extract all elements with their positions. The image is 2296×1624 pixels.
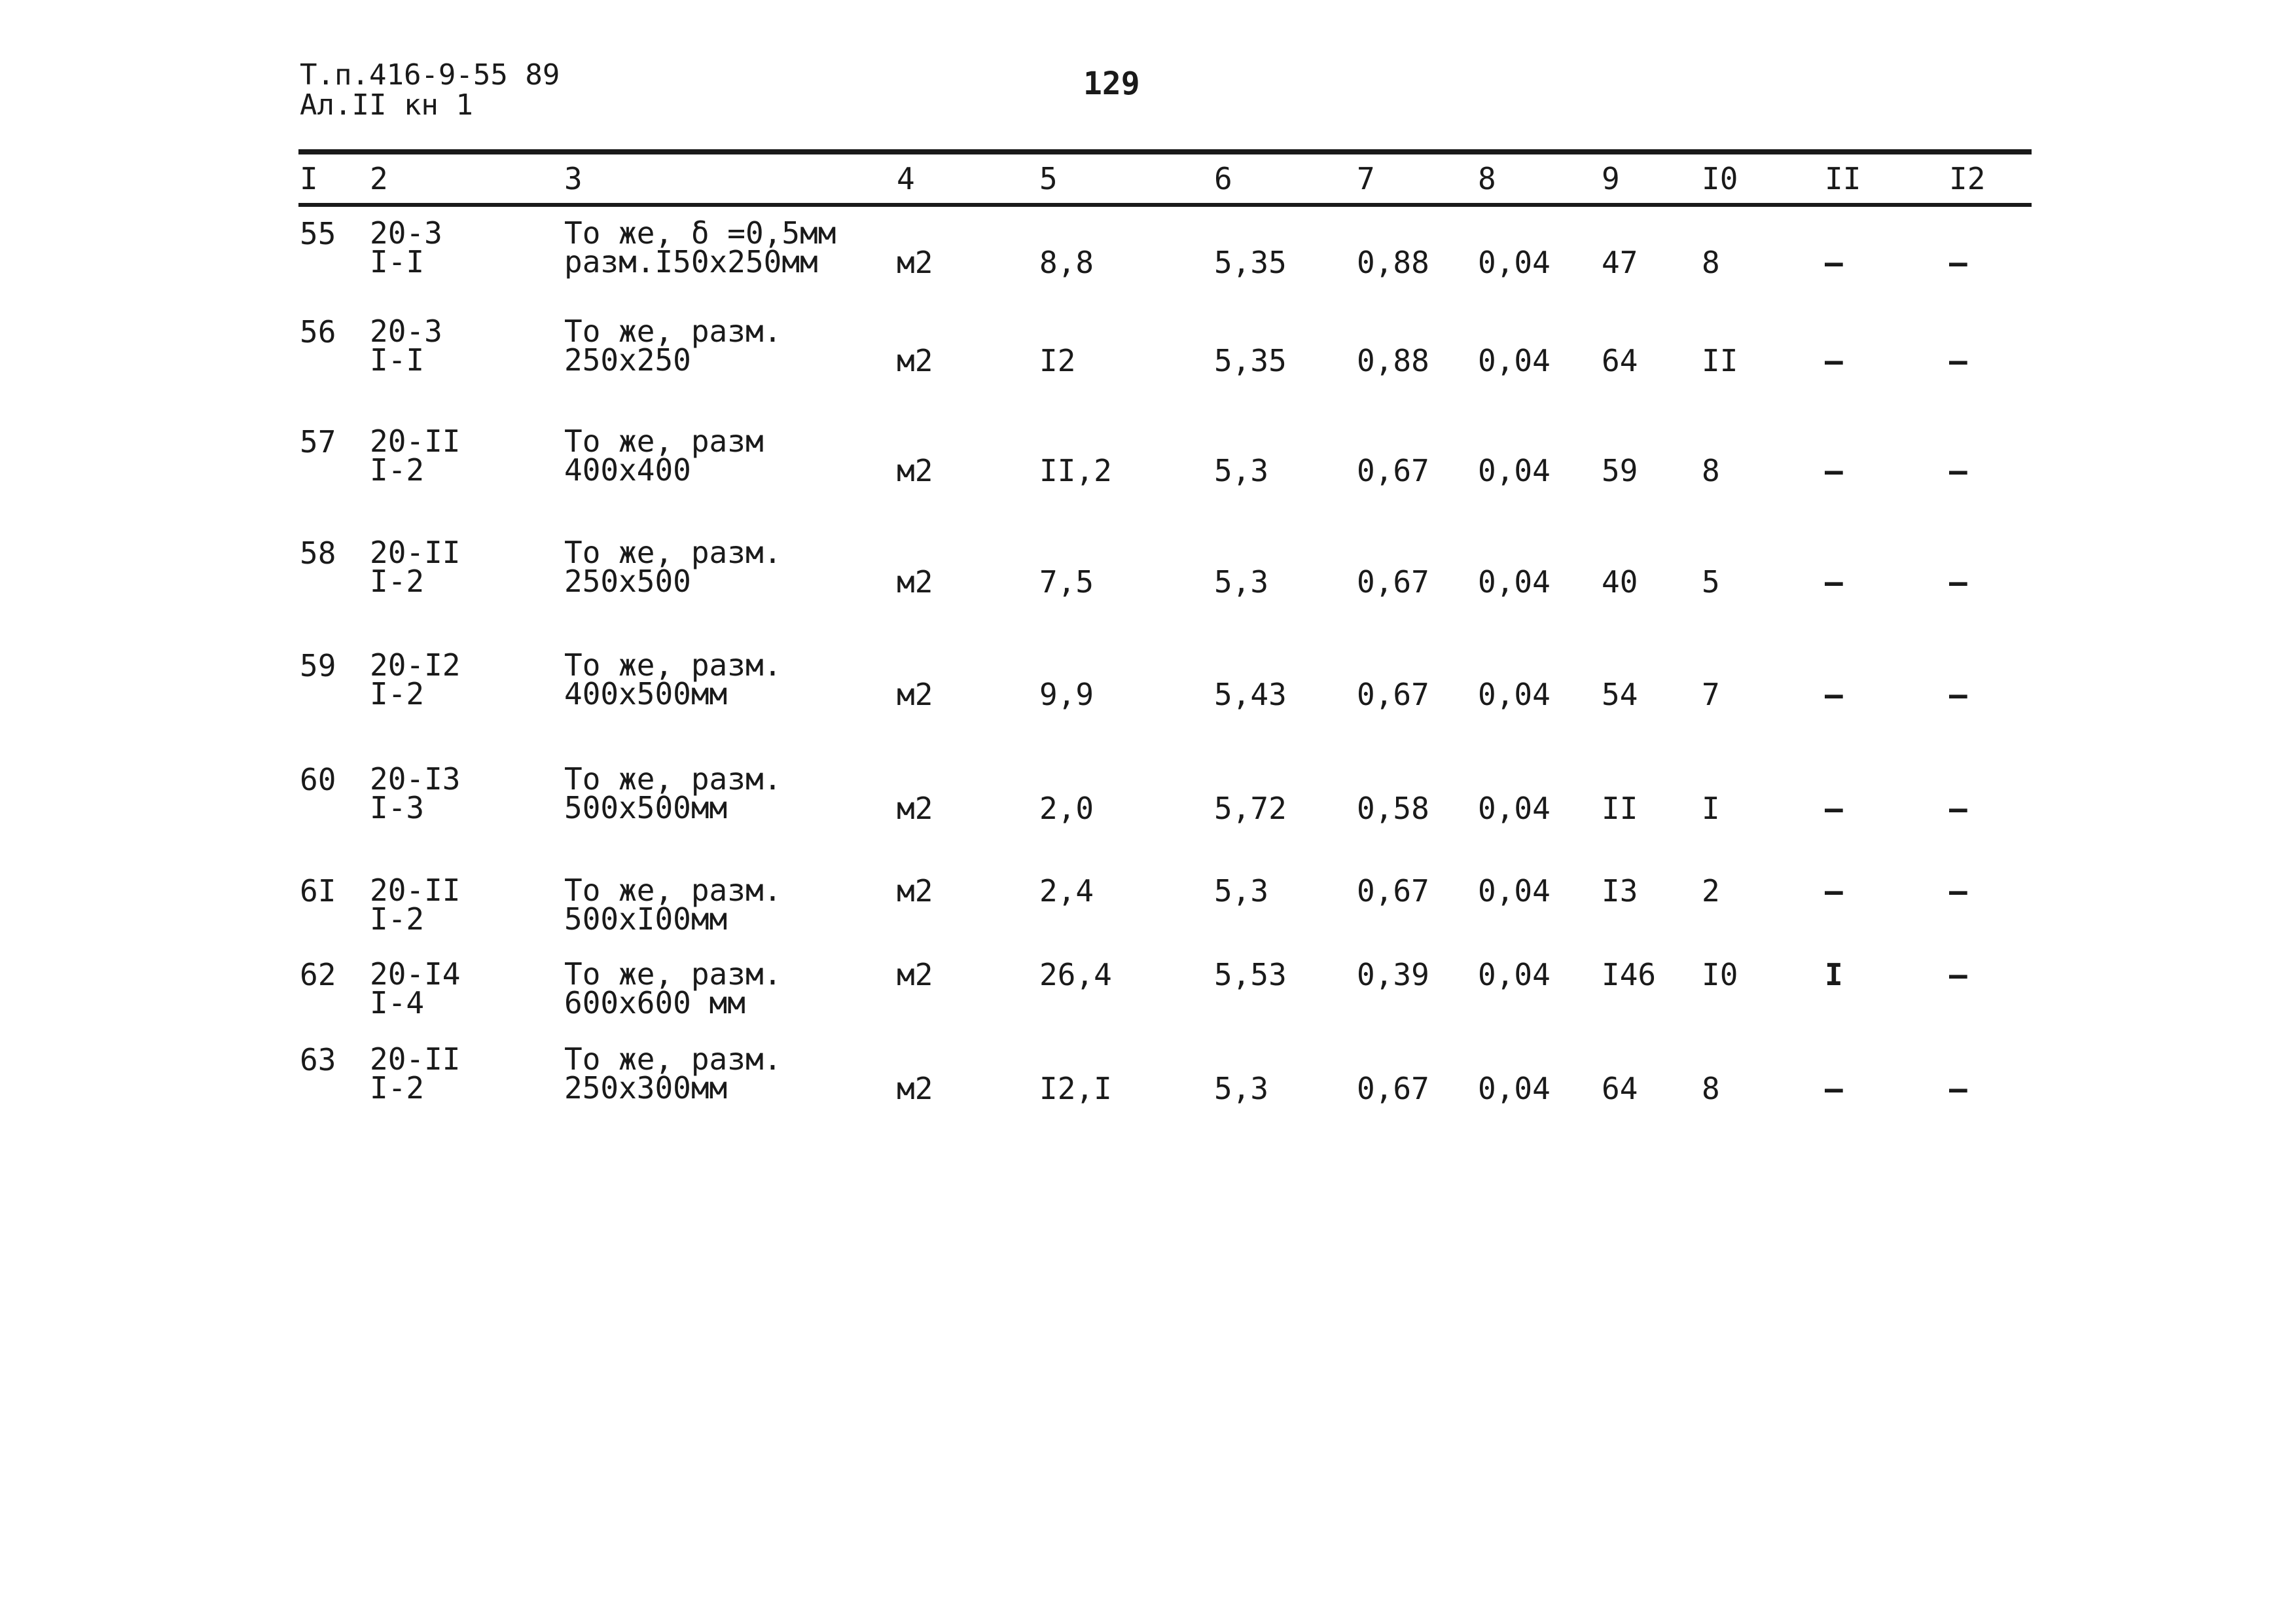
item-description: [564, 647, 782, 712]
row-number: 60: [300, 762, 336, 797]
description-line-1: То же, разм.: [564, 314, 782, 349]
value-col-8: 0,04: [1478, 873, 1551, 909]
column-header: 4: [897, 161, 915, 196]
value-col-11: –: [1825, 1071, 1843, 1106]
value-col-8: 0,04: [1478, 245, 1551, 280]
value-col-5: 2,0: [1039, 791, 1094, 826]
description-line-1: То же, разм.: [564, 1041, 782, 1077]
value-col-7: 0,88: [1357, 343, 1429, 378]
position-code: [370, 647, 461, 712]
value-col-12: –: [1949, 1071, 1967, 1106]
value-col-12: –: [1949, 957, 1967, 992]
code-line-2: I-2: [370, 676, 425, 712]
column-header: 9: [1602, 161, 1620, 196]
row-number: 58: [300, 535, 336, 571]
value-col-12: –: [1949, 873, 1967, 909]
position-code: [370, 314, 442, 378]
column-header: I: [300, 161, 318, 196]
description-line-2: 250х250: [564, 342, 691, 378]
value-col-11: –: [1825, 343, 1843, 378]
header-bottom-rule: [298, 203, 2032, 207]
value-col-6: 5,3: [1214, 1071, 1269, 1106]
description-line-2: 250х300мм: [564, 1070, 728, 1106]
value-col-7: 0,67: [1357, 1071, 1429, 1106]
description-line-1: То же, разм.: [564, 873, 782, 908]
row-number: 57: [300, 424, 336, 460]
column-header: 8: [1478, 161, 1496, 196]
value-col-12: –: [1949, 791, 1967, 826]
value-col-9: 54: [1602, 677, 1638, 712]
value-col-5: 26,4: [1039, 957, 1112, 992]
item-description: [564, 215, 836, 280]
column-header: I2: [1949, 161, 1986, 196]
description-line-1: То же, δ =0,5мм: [564, 215, 836, 251]
value-col-11: –: [1825, 873, 1843, 909]
unit: м2: [897, 791, 933, 826]
column-header: 7: [1357, 161, 1375, 196]
unit: м2: [897, 343, 933, 378]
value-col-12: –: [1949, 564, 1967, 600]
description-line-2: 400х500мм: [564, 676, 728, 712]
value-col-9: 40: [1602, 564, 1638, 600]
code-line-2: I-I: [370, 342, 425, 378]
value-col-10: 2: [1702, 873, 1720, 909]
column-header: 3: [564, 161, 583, 196]
column-header: I0: [1702, 161, 1738, 196]
value-col-11: –: [1825, 677, 1843, 712]
value-col-10: I: [1702, 791, 1720, 826]
value-col-11: I: [1825, 957, 1843, 992]
row-number: 63: [300, 1042, 336, 1077]
position-code: [370, 956, 461, 1020]
description-line-1: То же, разм.: [564, 535, 782, 570]
code-line-2: I-2: [370, 901, 425, 937]
value-col-8: 0,04: [1478, 1071, 1551, 1106]
unit: м2: [897, 1071, 933, 1106]
value-col-12: –: [1949, 677, 1967, 712]
description-line-2: 500хI00мм: [564, 901, 728, 937]
doc-ref-line-1: Т.п.416-9-55 89: [300, 58, 560, 92]
value-col-8: 0,04: [1478, 677, 1551, 712]
code-line-2: I-3: [370, 790, 425, 825]
value-col-9: 64: [1602, 343, 1638, 378]
value-col-9: 47: [1602, 245, 1638, 280]
value-col-5: II,2: [1039, 453, 1112, 488]
item-description: [564, 873, 782, 937]
description-line-1: То же, разм.: [564, 761, 782, 797]
value-col-12: –: [1949, 245, 1967, 280]
value-col-10: 8: [1702, 245, 1720, 280]
value-col-9: 64: [1602, 1071, 1638, 1106]
value-col-9: I3: [1602, 873, 1638, 909]
value-col-12: –: [1949, 453, 1967, 488]
value-col-7: 0,88: [1357, 245, 1429, 280]
code-line-2: I-2: [370, 452, 425, 488]
description-line-1: То же, разм.: [564, 956, 782, 992]
unit: м2: [897, 957, 933, 992]
item-description: [564, 956, 782, 1020]
value-col-7: 0,67: [1357, 564, 1429, 600]
item-description: [564, 314, 782, 378]
value-col-5: 8,8: [1039, 245, 1094, 280]
row-number: 59: [300, 648, 336, 683]
column-header: 5: [1039, 161, 1058, 196]
value-col-6: 5,43: [1214, 677, 1287, 712]
unit: м2: [897, 245, 933, 280]
value-col-6: 5,72: [1214, 791, 1287, 826]
column-header: II: [1825, 161, 1861, 196]
unit: м2: [897, 564, 933, 600]
value-col-11: –: [1825, 564, 1843, 600]
value-col-7: 0,39: [1357, 957, 1429, 992]
position-code: [370, 873, 461, 937]
position-code: [370, 535, 461, 599]
document-reference: [300, 60, 560, 120]
unit: м2: [897, 677, 933, 712]
code-line-1: 20-II: [370, 873, 461, 908]
position-code: [370, 424, 461, 488]
value-col-10: I0: [1702, 957, 1738, 992]
value-col-8: 0,04: [1478, 957, 1551, 992]
code-line-1: 20-3: [370, 215, 442, 251]
value-col-9: II: [1602, 791, 1638, 826]
value-col-11: –: [1825, 791, 1843, 826]
description-line-2: 500х500мм: [564, 790, 728, 825]
code-line-1: 20-I3: [370, 761, 461, 797]
value-col-5: 7,5: [1039, 564, 1094, 600]
description-line-2: 250х500: [564, 564, 691, 599]
description-line-1: То же, разм.: [564, 647, 782, 683]
code-line-1: 20-II: [370, 424, 461, 459]
value-col-6: 5,35: [1214, 343, 1287, 378]
value-col-7: 0,67: [1357, 873, 1429, 909]
column-header: 6: [1214, 161, 1232, 196]
description-line-2: 400х400: [564, 452, 691, 488]
value-col-8: 0,04: [1478, 564, 1551, 600]
doc-ref-line-2: Ал.II кн 1: [300, 88, 473, 122]
value-col-5: I2: [1039, 343, 1076, 378]
code-line-1: 20-II: [370, 1041, 461, 1077]
value-col-6: 5,3: [1214, 564, 1269, 600]
column-header: 2: [370, 161, 388, 196]
unit: м2: [897, 453, 933, 488]
value-col-9: 59: [1602, 453, 1638, 488]
value-col-11: –: [1825, 453, 1843, 488]
row-number: 6I: [300, 873, 336, 909]
description-line-2: разм.I50х250мм: [564, 244, 818, 280]
value-col-11: –: [1825, 245, 1843, 280]
value-col-10: 8: [1702, 1071, 1720, 1106]
value-col-10: 8: [1702, 453, 1720, 488]
value-col-5: 9,9: [1039, 677, 1094, 712]
code-line-2: I-2: [370, 564, 425, 599]
item-description: [564, 1041, 782, 1106]
description-line-1: То же, разм: [564, 424, 764, 459]
code-line-1: 20-3: [370, 314, 442, 349]
value-col-10: II: [1702, 343, 1738, 378]
value-col-7: 0,67: [1357, 677, 1429, 712]
value-col-6: 5,53: [1214, 957, 1287, 992]
table-top-rule: [298, 149, 2032, 154]
page-number: 129: [1083, 65, 1140, 102]
code-line-2: I-I: [370, 244, 425, 280]
value-col-8: 0,04: [1478, 343, 1551, 378]
value-col-6: 5,3: [1214, 453, 1269, 488]
value-col-9: I46: [1602, 957, 1657, 992]
item-description: [564, 761, 782, 825]
row-number: 55: [300, 216, 336, 251]
value-col-6: 5,35: [1214, 245, 1287, 280]
value-col-7: 0,67: [1357, 453, 1429, 488]
value-col-12: –: [1949, 343, 1967, 378]
value-col-10: 5: [1702, 564, 1720, 600]
code-line-2: I-4: [370, 985, 425, 1020]
value-col-6: 5,3: [1214, 873, 1269, 909]
position-code: [370, 761, 461, 825]
value-col-5: 2,4: [1039, 873, 1094, 909]
row-number: 56: [300, 314, 336, 350]
code-line-1: 20-II: [370, 535, 461, 570]
unit: м2: [897, 873, 933, 909]
item-description: [564, 535, 782, 599]
value-col-10: 7: [1702, 677, 1720, 712]
value-col-8: 0,04: [1478, 791, 1551, 826]
position-code: [370, 215, 442, 280]
code-line-1: 20-I2: [370, 647, 461, 683]
value-col-7: 0,58: [1357, 791, 1429, 826]
value-col-8: 0,04: [1478, 453, 1551, 488]
description-line-2: 600х600 мм: [564, 985, 745, 1020]
position-code: [370, 1041, 461, 1106]
code-line-1: 20-I4: [370, 956, 461, 992]
code-line-2: I-2: [370, 1070, 425, 1106]
value-col-5: I2,I: [1039, 1071, 1112, 1106]
item-description: [564, 424, 764, 488]
row-number: 62: [300, 957, 336, 992]
